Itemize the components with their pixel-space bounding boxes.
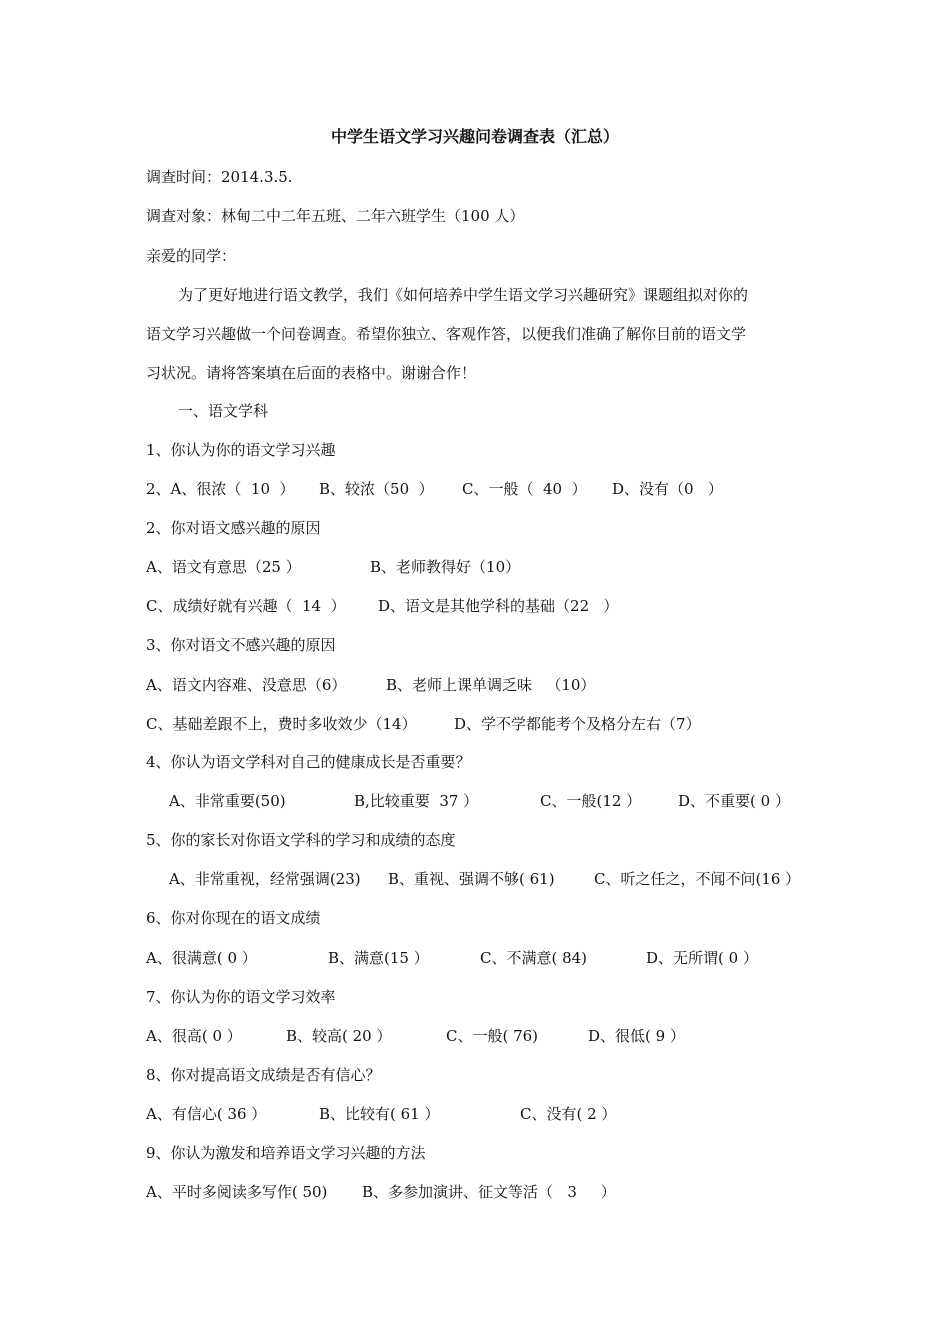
option-text: B,比较重要 37 ）: [354, 792, 479, 810]
question-5: 5、你的家长对你语文学科的学习和成绩的态度: [146, 831, 456, 849]
question-8: 8、你对提高语文成绩是否有信心？: [146, 1066, 381, 1084]
option-text: B、多参加演讲、征文等活（ 3 ）: [362, 1183, 616, 1201]
survey-time: 调查时间：2014.3.5.: [146, 168, 293, 186]
question-4: 4、你认为语文学科对自己的健康成长是否重要？: [146, 753, 471, 771]
option-text: D、无所谓( 0 ）: [646, 949, 758, 967]
option-text: A、很满意( 0 ）: [146, 949, 257, 967]
greeting: 亲爱的同学：: [146, 247, 237, 265]
option-text: D、不重要( 0 ）: [678, 792, 790, 810]
intro-line-1: 为了更好地进行语文教学，我们《如何培养中学生语文学习兴趣研究》课题组拟对你的: [178, 286, 749, 304]
option-text: A、非常重视，经常强调(23): [169, 870, 361, 888]
option-text: C、一般(12 ）: [540, 792, 642, 810]
option-text: B、满意(15 ）: [328, 949, 429, 967]
option-text: A、语文有意思（25 ）: [146, 558, 301, 576]
option-text: B、老师上课单调乏味 （10）: [386, 676, 596, 694]
option-text: C、一般（ 40 ）: [462, 480, 587, 498]
option-text: C、没有( 2 ）: [520, 1105, 617, 1123]
question-1: 1、你认为你的语文学习兴趣: [146, 441, 336, 459]
option-text: B、重视、强调不够( 61): [388, 870, 555, 888]
intro-line-3: 习状况。请将答案填在后面的表格中。谢谢合作！: [146, 364, 477, 382]
option-text: 2、A、很浓（ 10 ）: [146, 480, 295, 498]
question-7: 7、你认为你的语文学习效率: [146, 988, 336, 1006]
survey-target: 调查对象：林甸二中二年五班、二年六班学生（100 人）: [146, 207, 525, 225]
option-text: A、平时多阅读多写作( 50): [146, 1183, 328, 1201]
option-text: A、很高( 0 ）: [146, 1027, 242, 1045]
option-text: C、一般( 76): [446, 1027, 539, 1045]
option-text: D、学不学都能考个及格分左右（7）: [454, 715, 701, 733]
question-6: 6、你对你现在的语文成绩: [146, 909, 321, 927]
page-title: 中学生语文学习兴趣问卷调查表（汇总）: [330, 127, 619, 146]
option-text: D、没有（0 ）: [612, 480, 723, 498]
option-text: B、老师教得好（10）: [370, 558, 521, 576]
option-text: A、非常重要(50): [169, 792, 286, 810]
option-text: C、不满意( 84): [480, 949, 588, 967]
section-heading: 一、语文学科: [178, 402, 269, 420]
option-text: C、成绩好就有兴趣（ 14 ）: [146, 597, 346, 615]
option-text: D、很低( 9 ）: [588, 1027, 685, 1045]
question-9: 9、你认为激发和培养语文学习兴趣的方法: [146, 1144, 426, 1162]
option-text: B、比较有( 61 ）: [319, 1105, 440, 1123]
option-text: B、较高( 20 ）: [286, 1027, 392, 1045]
option-text: C、听之任之，不闻不问(16 ）: [594, 870, 801, 888]
question-2: 2、你对语文感兴趣的原因: [146, 519, 321, 537]
option-text: D、语文是其他学科的基础（22 ）: [378, 597, 619, 615]
option-text: C、基础差跟不上，费时多收效少（14）: [146, 715, 417, 733]
option-text: A、语文内容难、没意思（6）: [146, 676, 347, 694]
question-3: 3、你对语文不感兴趣的原因: [146, 636, 336, 654]
option-text: B、较浓（50 ）: [319, 480, 434, 498]
option-text: A、有信心( 36 ）: [146, 1105, 267, 1123]
intro-line-2: 语文学习兴趣做一个问卷调查。希望你独立、客观作答，以便我们准确了解你目前的语文学: [146, 325, 747, 343]
